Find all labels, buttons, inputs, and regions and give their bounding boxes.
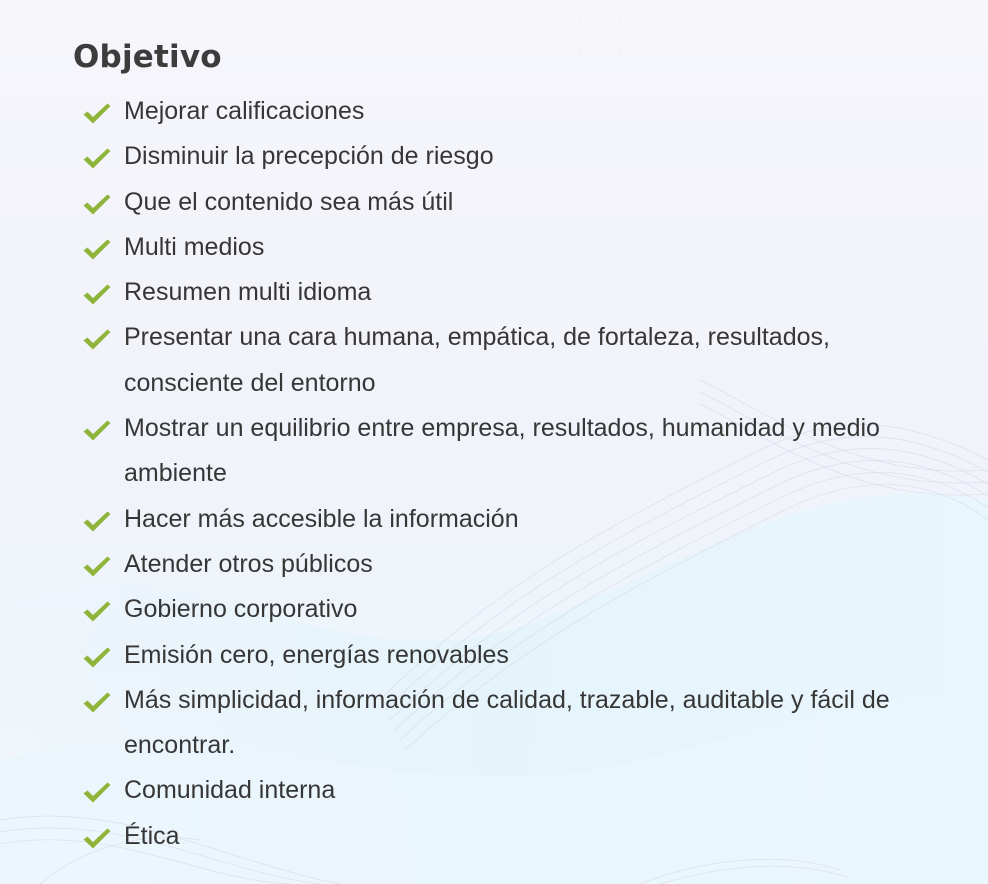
list-item	[73, 270, 953, 315]
objective-list	[73, 89, 953, 859]
checkmark-icon	[82, 191, 112, 217]
list-item	[73, 768, 953, 813]
list-item-label: Atender otros públicos	[124, 549, 373, 578]
list-item-label: Ética	[124, 821, 180, 850]
list-item-label: Hacer más accesible la información	[124, 504, 519, 533]
list-item-label: Presentar una cara humana, empática, de fortaleza, resultados, consciente del entorno	[124, 323, 830, 397]
list-item	[73, 89, 953, 134]
checkmark-icon	[82, 236, 112, 262]
checkmark-icon	[82, 689, 112, 715]
list-item	[73, 678, 953, 769]
list-item-label: Emisión cero, energías renovables	[124, 640, 509, 669]
checkmark-icon	[82, 145, 112, 171]
list-item	[73, 225, 953, 270]
list-item	[73, 814, 953, 859]
checkmark-icon	[82, 100, 112, 126]
checkmark-icon	[82, 326, 112, 352]
list-item	[73, 180, 953, 225]
checkmark-icon	[82, 825, 112, 851]
list-item-label: Mostrar un equilibrio entre empresa, resultados, humanidad y medio ambiente	[124, 414, 880, 488]
checkmark-icon	[82, 598, 112, 624]
checkmark-icon	[82, 281, 112, 307]
checkmark-icon	[82, 417, 112, 443]
list-item-label: Multi medios	[124, 232, 265, 261]
list-item	[73, 406, 953, 497]
list-item-label: Gobierno corporativo	[124, 595, 358, 624]
list-item	[73, 542, 953, 587]
checkmark-icon	[82, 553, 112, 579]
checkmark-icon	[82, 508, 112, 534]
list-item-label: Disminuir la precepción de riesgo	[124, 142, 494, 171]
checkmark-icon	[82, 779, 112, 805]
list-item-label: Que el contenido sea más útil	[124, 187, 454, 216]
list-item	[73, 497, 953, 542]
list-item	[73, 315, 953, 406]
section-title: Objetivo	[73, 39, 222, 75]
list-item-label: Más simplicidad, información de calidad, trazable, auditable y fácil de encontrar.	[124, 685, 890, 760]
list-item-label: Mejorar calificaciones	[124, 97, 365, 125]
list-item-label: Resumen multi idioma	[124, 278, 372, 307]
list-item	[73, 633, 953, 678]
list-item-label: Comunidad interna	[124, 776, 336, 805]
objective-section	[73, 38, 953, 859]
list-item	[73, 587, 953, 632]
list-item	[73, 134, 953, 179]
checkmark-icon	[82, 644, 112, 670]
